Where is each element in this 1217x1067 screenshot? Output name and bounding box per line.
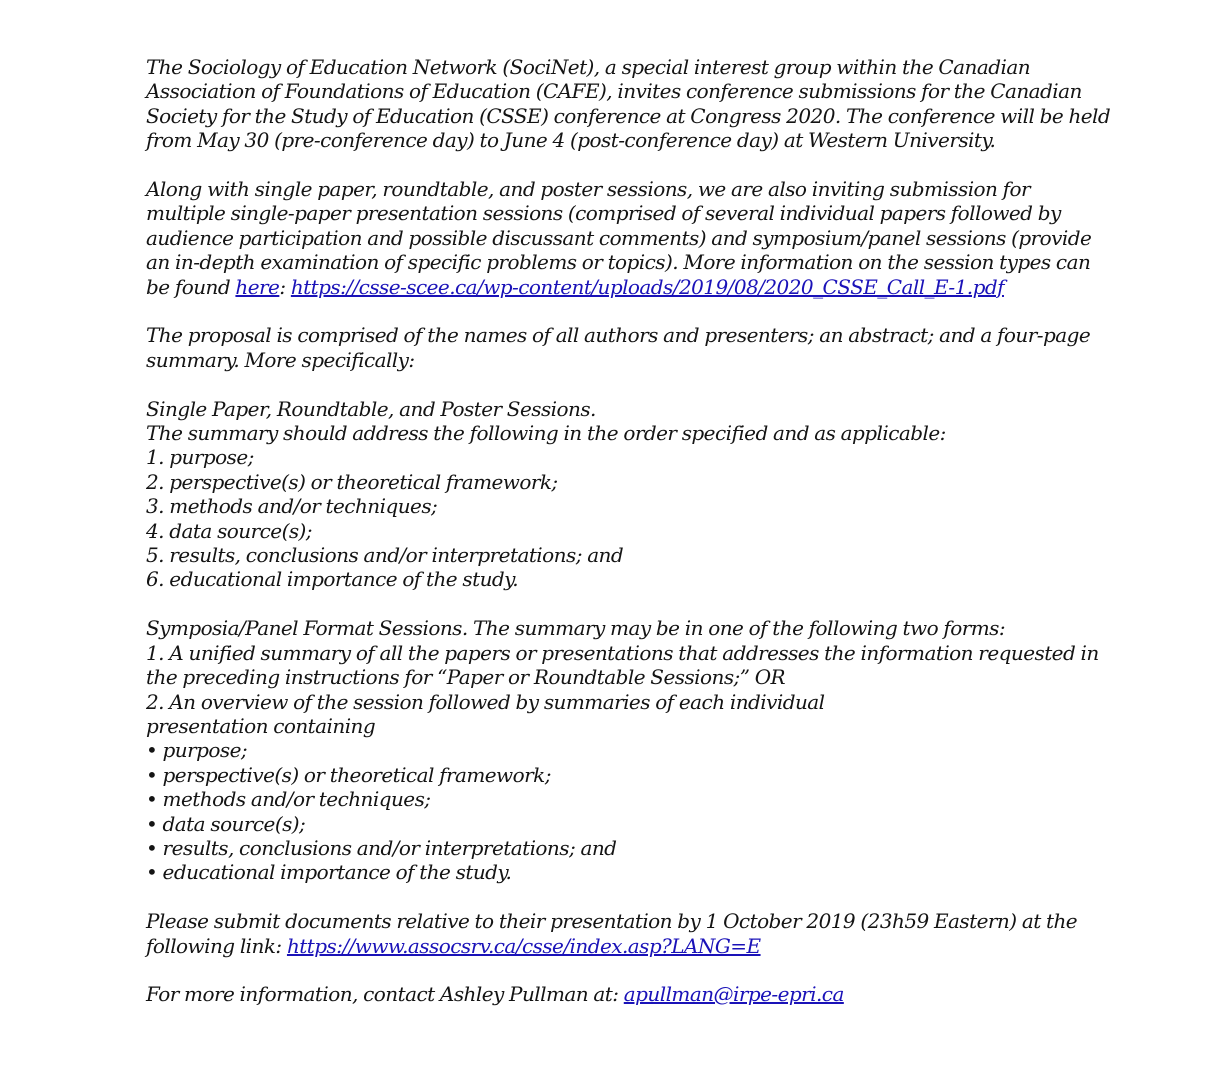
submit-line — [146, 934, 1111, 958]
intro-line: from May 30 (pre-conference day) to June 4 (post-conference day) at Western University. — [146, 128, 996, 153]
single-paper-heading: Single Paper, Roundtable, and Poster Sessions. — [146, 396, 596, 421]
symposia-section — [146, 616, 1111, 884]
submit-prefix: following link: — [146, 933, 287, 958]
submit-paragraph — [146, 909, 1111, 958]
list-item: 5. results, conclusions and/or interpretations; and — [146, 543, 624, 568]
sessions-paragraph — [146, 177, 1111, 299]
intro-paragraph — [146, 55, 1111, 153]
list-item: 4. data source(s); — [146, 518, 312, 543]
symposia-heading: Symposia/Panel Format Sessions. The summary may be in one of the following two forms: — [146, 616, 1006, 641]
bullet-item: • results, conclusions and/or interpretations; and — [146, 835, 617, 860]
sessions-line: Along with single paper, roundtable, and poster sessions, we are also inviting submission for — [146, 177, 1031, 202]
bullet-item: • methods and/or techniques; — [146, 787, 431, 812]
bullet-item: • perspective(s) or theoretical framework; — [146, 762, 551, 787]
symposia-form1: 1. A unified summary of all the papers or presentations that addresses the information requested in — [146, 640, 1099, 665]
proposal-line: The proposal is comprised of the names of all authors and presenters; an abstract; and a four-page — [146, 323, 1091, 348]
contact-line — [146, 982, 1111, 1006]
sessions-line-prefix: be found — [146, 274, 236, 299]
bullet-item: • educational importance of the study. — [146, 860, 512, 885]
contact-email-link[interactable]: apullman@irpe-epri.ca — [623, 982, 844, 1007]
submission-link[interactable]: https://www.assocsrv.ca/csse/index.asp?LANG=E — [286, 933, 761, 958]
list-item: 3. methods and/or techniques; — [146, 494, 438, 519]
sessions-line — [146, 275, 1111, 299]
single-paper-intro: The summary should address the following in the order specified and as applicable: — [146, 421, 946, 446]
symposia-form2: 2. An overview of the session followed by summaries of each individual — [146, 689, 825, 714]
here-link[interactable]: here — [235, 274, 280, 299]
symposia-form1: the preceding instructions for “Paper or Roundtable Sessions;” OR — [146, 665, 786, 690]
document-body — [146, 55, 1111, 1031]
sessions-line: audience participation and possible discussant comments) and symposium/panel sessions (provide — [146, 225, 1092, 250]
sessions-line: multiple single-paper presentation sessions (comprised of several individual papers followed by — [146, 201, 1061, 226]
proposal-paragraph — [146, 323, 1111, 372]
bullet-item: • purpose; — [146, 738, 248, 763]
intro-line: Association of Foundations of Education (CAFE), invites conference submissions for the Canadian — [146, 79, 1082, 104]
list-item: 6. educational importance of the study. — [146, 567, 519, 592]
symposia-form2: presentation containing — [146, 713, 376, 738]
bullet-item: • data source(s); — [146, 811, 306, 836]
sessions-line: an in-depth examination of specific problems or topics). More information on the session types can — [146, 250, 1091, 275]
sessions-colon: : — [279, 274, 291, 299]
proposal-line: summary. More specifically: — [146, 347, 415, 372]
csse-call-pdf-link[interactable]: https://csse-scee.ca/wp-content/uploads/2019/08/2020_CSSE_Call_E-1.pdf — [290, 274, 1004, 299]
contact-prefix: For more information, contact Ashley Pullman at: — [146, 982, 624, 1007]
submit-line: Please submit documents relative to their presentation by 1 October 2019 (23h59 Eastern) at the — [146, 909, 1078, 934]
list-item: 1. purpose; — [146, 445, 254, 470]
intro-line: Society for the Study of Education (CSSE) conference at Congress 2020. The conference will be held — [146, 103, 1111, 128]
single-paper-section — [146, 397, 1111, 592]
intro-line: The Sociology of Education Network (SociNet), a special interest group within the Canadian — [146, 55, 1031, 79]
contact-paragraph — [146, 982, 1111, 1006]
list-item: 2. perspective(s) or theoretical framework; — [146, 469, 558, 494]
